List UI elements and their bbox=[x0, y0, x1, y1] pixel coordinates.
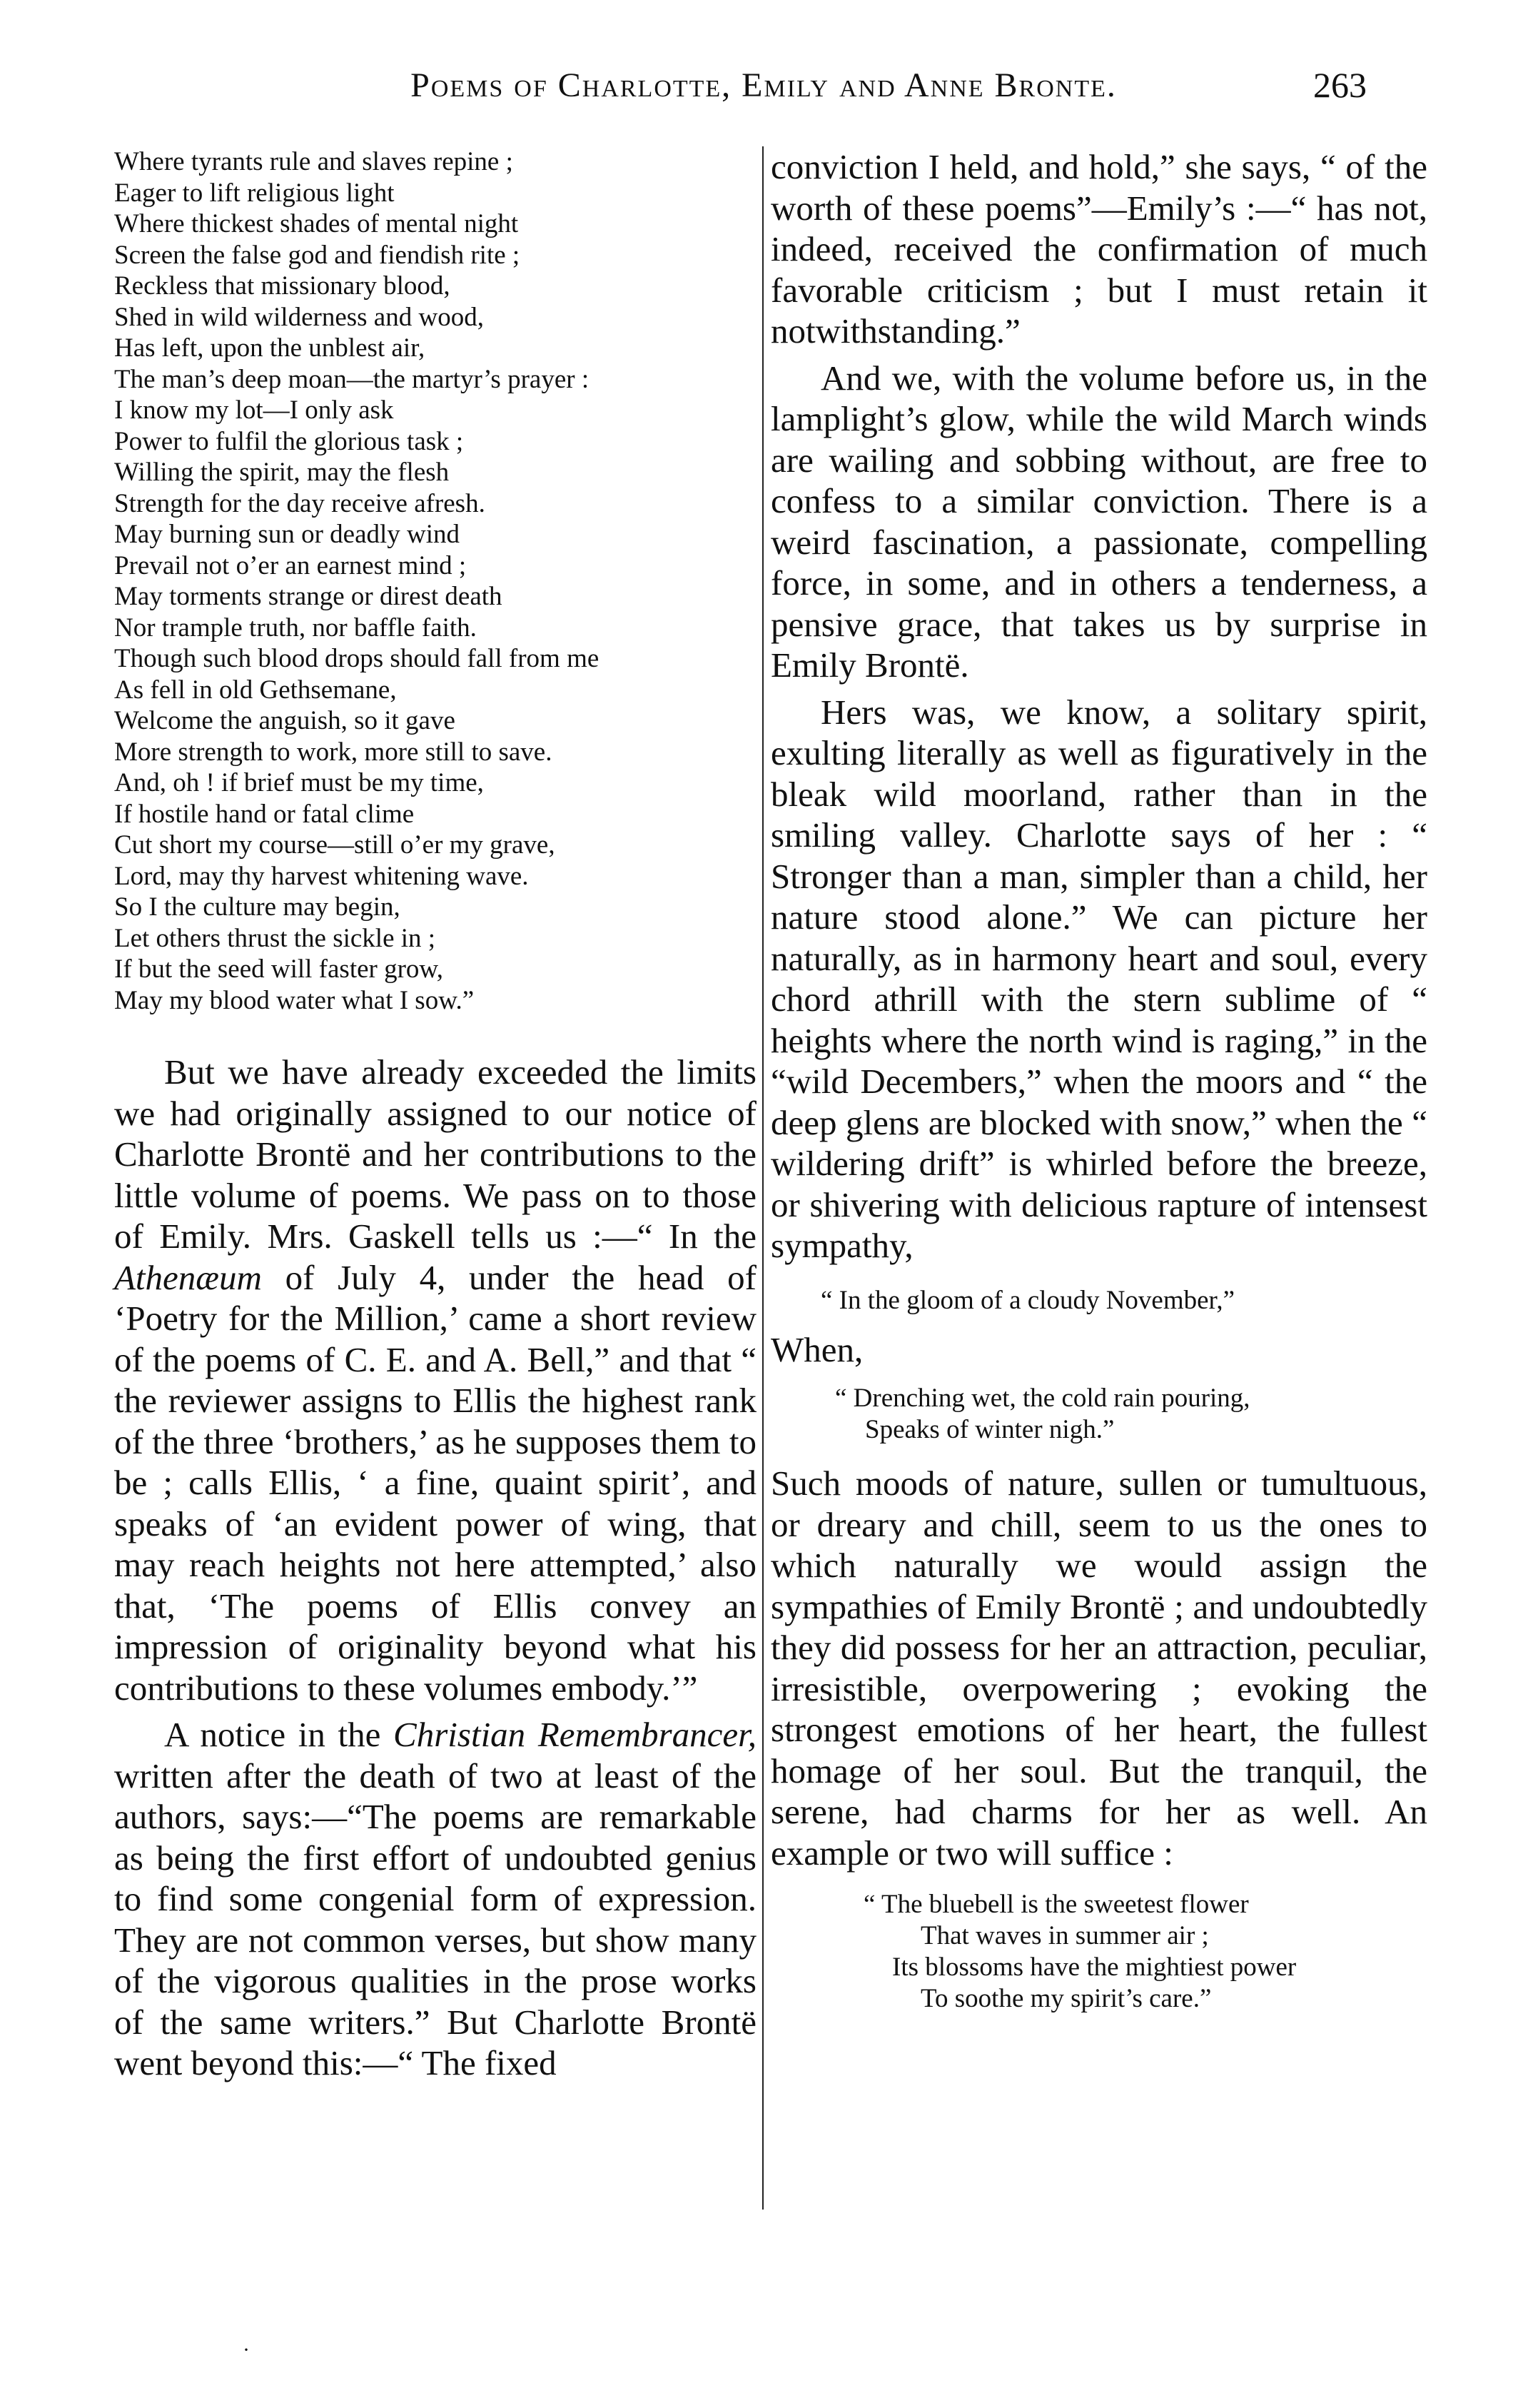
running-header: Poems of Charlotte, Emily and Anne Bronte. bbox=[410, 66, 1117, 104]
paragraph-remembrancer: A notice in the Christian Remembrancer, written after the death of two at least of the authors, says:—“The poems are remarkable as being the first effort of undoubted genius to find some congenial form of expression. They are not common verses, but show many of the vigorous qualities in the prose works of the same writers.” But Charlotte Brontë went beyond this:—“ The fixed bbox=[114, 1715, 757, 2082]
poem-line: As fell in old Gethsemane, bbox=[114, 675, 397, 705]
column-divider bbox=[762, 146, 764, 2210]
poem-line: Has left, upon the unblest air, bbox=[114, 333, 425, 363]
poem-line: Cut short my course—still o’er my grave, bbox=[114, 830, 555, 860]
quote-november: “ In the gloom of a cloudy November,” bbox=[821, 1285, 1235, 1315]
poem-line: So I the culture may begin, bbox=[114, 892, 400, 922]
poem-line: Where thickest shades of mental night bbox=[114, 209, 519, 238]
right-column bbox=[771, 146, 1427, 2015]
poem-line: The man’s deep moan—the martyr’s prayer : bbox=[114, 364, 590, 394]
poem-line: May my blood water what I sow.” bbox=[114, 985, 475, 1015]
poem-line: If but the seed will faster grow, bbox=[114, 954, 443, 984]
paragraph-solitary-spirit: Hers was, we know, a solitary spirit, exulting literally as well as figuratively in the bleak wild moorland, rather than in the smiling valley. Charlotte says of her : “ Stronger than a man, simpler than a child, her nature stood alone.” We can picture her naturally, as in harmony heart and soul, every chord athrill with the stern sublime of “ heights where the north wind is raging,” in the “wild Decembers,” when the moors and “ the deep glens are blocked with snow,” when the “ wildering drift” is whirled before the breeze, or shivering with delicious rapture of intensest sympathy, bbox=[771, 692, 1427, 1265]
poem-line: Strength for the day receive afresh. bbox=[114, 488, 485, 518]
when-line: When, bbox=[771, 1329, 864, 1369]
poem-stanza bbox=[114, 146, 757, 1016]
poem-line: Welcome the anguish, so it gave bbox=[114, 706, 455, 735]
poem-line: Where tyrants rule and slaves repine ; bbox=[114, 147, 513, 176]
poem-line: Eager to lift religious light bbox=[114, 178, 395, 208]
poem-line: Power to fulfil the glorious task ; bbox=[114, 426, 464, 456]
poem-line: Screen the false god and fiendish rite ; bbox=[114, 240, 520, 270]
page-number: 263 bbox=[1313, 65, 1367, 105]
poem-line: May torments strange or direst death bbox=[114, 582, 502, 611]
left-column bbox=[114, 146, 757, 2084]
poem-line: Willing the spirit, may the flesh bbox=[114, 458, 450, 487]
poem-line: May burning sun or deadly wind bbox=[114, 520, 460, 549]
poem-line: If hostile hand or fatal clime bbox=[114, 799, 415, 829]
paragraph-volume: And we, with the volume before us, in the lamplight’s glow, while the wild March winds are wailing and sobbing without, are free to confess to a similar conviction. There is a weird fascination, a passionate, compelling force, in some, and in others a tenderness, a pensive grace, that takes us by surprise in Emily Brontë. bbox=[771, 358, 1427, 685]
poem-line: And, oh ! if brief must be my time, bbox=[114, 768, 484, 797]
quote-drenching: “ Drenching wet, the cold rain pouring, Speaks of winter nigh.” bbox=[835, 1384, 1250, 1444]
poem-line: More strength to work, more still to save. bbox=[114, 737, 552, 767]
printer-mark: · bbox=[243, 2338, 250, 2362]
paragraph-athenaeum: But we have already exceeded the limits we had originally assigned to our notice of Charlotte Brontë and her contributions to the little volume of poems. We pass on to those of Emily. Mrs. Gaskell tells us :—“ In the Athenæum of July 4, under the head of ‘Poetry for the Million,’ came a short review of the poems of C. E. and A. Bell,” and that “ the reviewer assigns to Ellis the highest rank of the three ‘brothers,’ as he supposes them to be ; calls Ellis, ‘ a fine, quaint spirit’, and speaks of ‘an evident power of wing, that may reach heights not here attempted,’ also that, ‘The poems of Ellis convey an impression of originality beyond what his contributions to these volumes embody.’” bbox=[114, 1052, 757, 1708]
paragraph-conviction: conviction I held, and hold,” she says, “ of the worth of these poems”—Emily’s :—“ has not, indeed, received the confirmation of much favorable criticism ; but I must retain it notwithstanding.” bbox=[771, 147, 1427, 351]
poem-line: Though such blood drops should fall from me bbox=[114, 644, 599, 673]
poem-line: Prevail not o’er an earnest mind ; bbox=[114, 550, 467, 580]
quote-bluebell: “ The bluebell is the sweetest flower That waves in summer air ; Its blossoms have the mightiest power To soothe my spirit’s care.” bbox=[864, 1890, 1297, 2013]
poem-line: Nor trample truth, nor baffle faith. bbox=[114, 613, 477, 643]
poem-line: Lord, may thy harvest whitening wave. bbox=[114, 861, 529, 891]
poem-line: Let others thrust the sickle in ; bbox=[114, 923, 436, 953]
poem-line: Reckless that missionary blood, bbox=[114, 271, 450, 301]
poem-line: Shed in wild wilderness and wood, bbox=[114, 302, 484, 332]
paragraph-moods: Such moods of nature, sullen or tumultuous, or dreary and chill, seem to us the ones to which naturally we would assign the sympathies of Emily Brontë ; and undoubtedly they did possess for her an attraction, peculiar, irresistible, overpowering ; evoking the strongest emotions of her heart, the fullest homage of her soul. But the tranquil, the serene, had charms for her as well. An example or two will suffice : bbox=[771, 1464, 1427, 1873]
poem-line: I know my lot—I only ask bbox=[114, 396, 394, 425]
